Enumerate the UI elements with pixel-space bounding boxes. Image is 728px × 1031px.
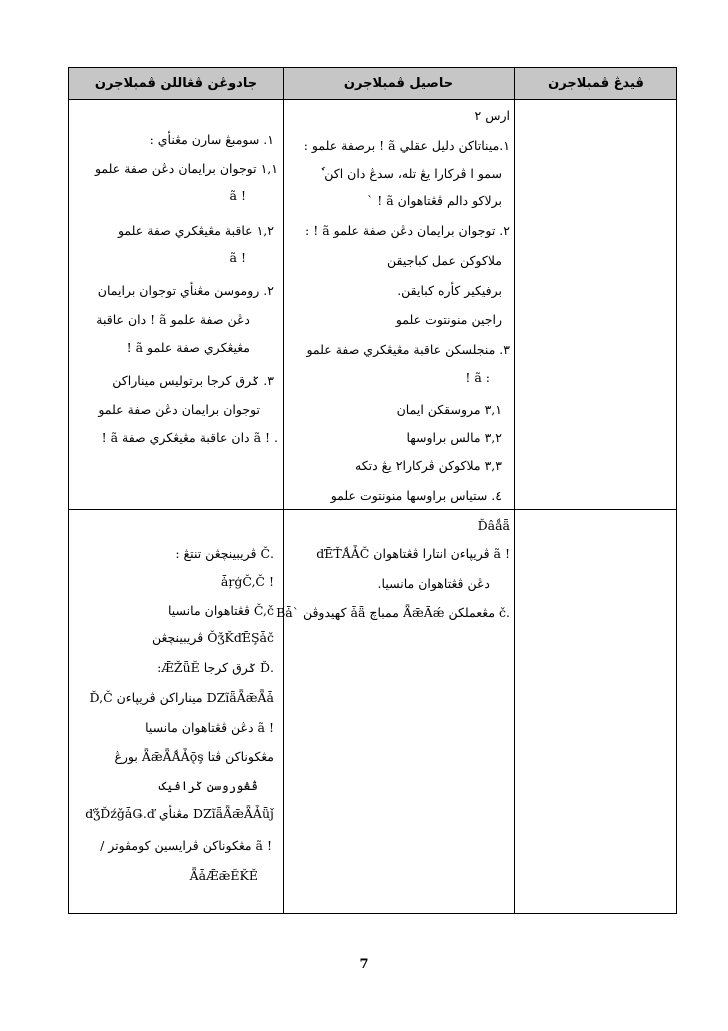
- column-divider: [283, 68, 284, 913]
- text-line: ! ã: [229, 188, 246, 203]
- text-line: .Č ڤريبينچڠن تنتڠ :: [175, 546, 274, 561]
- text-line: ملاکوکن عمل کباجيقن: [387, 253, 502, 268]
- text-line: ! ã مڠکوناکن ڤرايسين کومڤوتر /: [100, 838, 272, 853]
- text-line: ارس ٢: [474, 108, 510, 123]
- table-header-row: [69, 68, 676, 99]
- text-line: ٤. ستياس براوسها منونتوت علمو: [330, 488, 502, 503]
- text-line: ٣. ݢرق کرجا برتوليس ميناراکن: [112, 373, 274, 388]
- text-line: ! ã دڠن ڤڠتاهوان مانسيا: [145, 720, 274, 735]
- text-line: مڠکوناکن ڤتا ǞǣǞǺǠǭş بورڠ: [114, 749, 274, 764]
- text-line: ǱĩǟǞǣǞǠǖǰ مڠنأي ďǯĎźǧǡǤ.ď: [85, 806, 274, 821]
- header-divider: [69, 99, 676, 100]
- header-fields: ڤيدڠ ڤمبلاجرن: [548, 76, 644, 91]
- text-line: توجوان برايمان دڠن صفة علمو: [98, 402, 260, 417]
- text-line: مڠيڠکري صفة علمو ã !: [126, 340, 250, 355]
- page-number: 7: [359, 957, 369, 972]
- text-line: ٢. روموسن مڠنأي توجوان برايمان: [97, 283, 274, 298]
- text-line: ٣. منجلسکن عاقبة مڠيڠکري صفة علمو: [306, 342, 510, 357]
- text-line: ! ǡŗģČ,Č: [220, 574, 274, 589]
- text-line: ١,٢ عاقبة مڠيڠکري صفة علمو: [117, 223, 274, 238]
- header-activities: جادوڠن ڤڠاللن ڤمبلاجرن: [94, 76, 258, 91]
- text-line: برفيکير کأره کبايقن.: [397, 283, 502, 298]
- text-line: ١.ميناتاکن دليل عقلي ã ! برصفة علمو :: [303, 138, 510, 153]
- text-line: ǱĩǟǞǣǞǡ ميناراکن ڤريڽاءن Ď,Č: [89, 690, 274, 705]
- text-line: ǑǯǨďĒŞǡč ڤريبينچڠن: [151, 630, 274, 645]
- text-line: .č مڠعملکن ǞǣĀǽ ممباچ ǡǟ کهيدوڤن `Bǡ: [276, 605, 510, 620]
- column-divider: [514, 68, 515, 913]
- text-line: ڤڠوروسن ݢرافيک: [158, 778, 258, 793]
- text-line: برلاکو دالم ڤڠتاهوان ã ! `: [367, 193, 502, 208]
- text-line: سمو ا ڤرکارا يڠ تله، سدڠ دان اکن ٗ: [320, 166, 502, 181]
- text-line: ٢. توجوان برايمان دڠن صفة علمو ã ! :: [305, 223, 510, 238]
- text-line: Č,č ڤڠتاهوان مانسيا: [167, 603, 274, 618]
- text-line: .Ď ݢرق کرجا ǢŽǖĔ:: [157, 660, 274, 675]
- text-line: ! ã ڤريڽاءن انتارا ڤڠتاهوان ďĒŤǺǠČ: [316, 546, 510, 561]
- text-line: دڠن صفة علمو ã ! دان عاقبة: [96, 312, 250, 327]
- text-line: ǞǡǢǣĔǨĚ: [189, 868, 258, 883]
- text-line: . ! ã دان عاقبة مڠيڠکري صفة ã !: [101, 430, 278, 445]
- text-line: ١,١ توجوان برايمان دڠن صفة علمو: [94, 161, 278, 176]
- text-line: ١. سومبڠ سارن مڠنأي :: [149, 132, 274, 147]
- text-line: ٣,١ مروسقکن ايمان: [396, 402, 502, 417]
- text-line: دڠن ڤڠتاهوان مانسيا.: [377, 576, 490, 591]
- text-line: ! ã: [229, 250, 246, 265]
- text-line: راجين منونتوت علمو: [395, 312, 502, 327]
- text-line: Ďâǻǟ: [477, 518, 510, 533]
- lesson-plan-table: [68, 67, 677, 914]
- text-line: ٣,٣ ملاکوکن ڤرکارا٢ يڠ دتکه: [355, 458, 502, 473]
- header-outcomes: حاصيل ڤمبلاجرن: [343, 76, 454, 91]
- text-line: : ã !: [465, 370, 490, 385]
- row-divider: [69, 509, 676, 510]
- text-line: ٣,٢ مالس براوسها: [406, 430, 502, 445]
